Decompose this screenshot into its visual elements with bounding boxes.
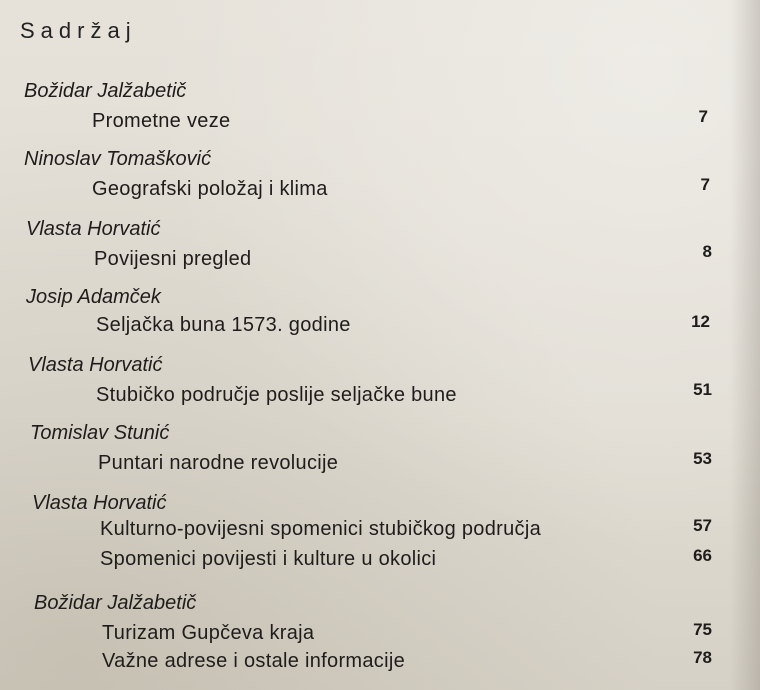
toc-title: Sadržaj — [20, 18, 137, 43]
entry-page-number: 7 — [698, 107, 708, 126]
entry-title: Važne adrese i ostale informacije — [102, 650, 406, 672]
entry-page-number: 66 — [693, 546, 712, 565]
entry-page-number: 51 — [693, 380, 712, 399]
author-name: Tomislav Stunić — [30, 422, 170, 444]
author-name: Vlasta Horvatić — [26, 218, 161, 240]
entry-title: Seljačka buna 1573. godine — [96, 314, 351, 336]
author-name: Ninoslav Tomašković — [24, 148, 212, 170]
entry-page-number: 78 — [693, 648, 712, 667]
entry-title: Stubičko područje poslije seljačke bune — [96, 384, 457, 406]
page-edge-shadow — [730, 0, 760, 690]
entry-title: Geografski položaj i klima — [92, 178, 328, 200]
entry-title: Turizam Gupčeva kraja — [102, 622, 315, 644]
author-name: Josip Adamček — [26, 286, 161, 308]
entry-page-number: 53 — [693, 449, 712, 468]
entry-page-number: 7 — [700, 175, 710, 194]
author-name: Vlasta Horvatić — [32, 492, 167, 514]
entry-title: Spomenici povijesti i kulture u okolici — [100, 548, 437, 570]
entry-page-number: 8 — [702, 242, 712, 261]
author-name: Božidar Jalžabetič — [34, 592, 197, 614]
entry-title: Kulturno-povijesni spomenici stubičkog područja — [100, 518, 541, 540]
entry-title: Puntari narodne revolucije — [98, 452, 339, 474]
author-name: Božidar Jalžabetič — [24, 80, 187, 102]
entry-title: Povijesni pregled — [94, 248, 252, 270]
entry-page-number: 12 — [691, 312, 710, 331]
entry-page-number: 57 — [693, 516, 712, 535]
author-name: Vlasta Horvatić — [28, 354, 163, 376]
entry-page-number: 75 — [693, 620, 712, 639]
entry-title: Prometne veze — [92, 110, 231, 132]
